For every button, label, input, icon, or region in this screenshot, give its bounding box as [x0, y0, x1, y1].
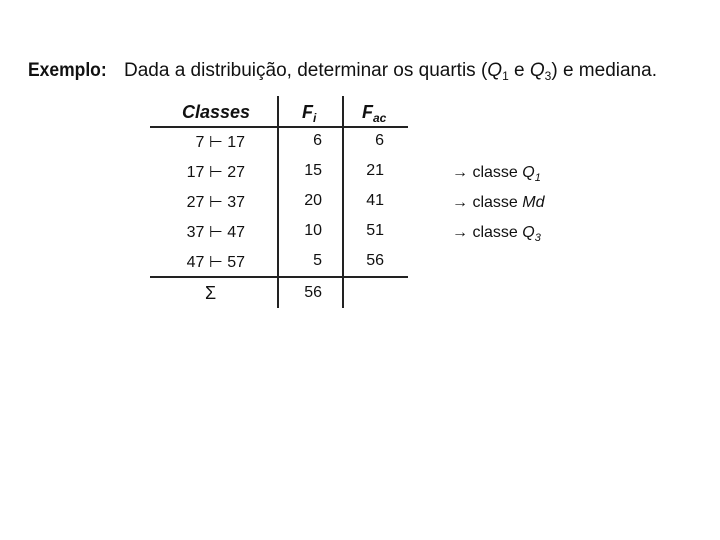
- header-fi-var: F: [302, 102, 313, 122]
- table-row-2-fac: 21: [366, 162, 384, 179]
- table-row-1-fac: 6: [375, 132, 384, 149]
- table-row-2-fi: 15: [304, 162, 322, 179]
- note-md: [452, 194, 545, 212]
- header-fac-var: F: [362, 102, 373, 122]
- table-row-1-fi: 6: [313, 132, 322, 149]
- note-q1-sub: 1: [534, 172, 541, 184]
- table-divider-fi: [342, 96, 344, 308]
- statement-text-after: ) e mediana.: [551, 60, 657, 81]
- statement-conjunction: e: [508, 60, 530, 81]
- table-row-2-classe: 17 ⊢ 27: [186, 164, 245, 181]
- table-row-4-classe: 37 ⊢ 47: [186, 224, 245, 241]
- table-row-3-fi: 20: [304, 192, 322, 209]
- q1-symbol: Q: [487, 60, 503, 81]
- header-fi: [302, 102, 316, 125]
- note-q3-var: Q: [522, 224, 535, 241]
- table-header-rule: [150, 126, 408, 128]
- table-row-5-fi: 5: [313, 252, 322, 269]
- statement-text-before: Dada a distribuição, determinar os quartis (: [124, 60, 488, 81]
- note-md-arrow: →: [452, 194, 468, 211]
- note-md-text: classe: [472, 194, 518, 211]
- table-row-4-fi: 10: [304, 222, 322, 239]
- note-q1-var: Q: [522, 164, 535, 181]
- header-fac-sub: ac: [373, 111, 387, 125]
- q1-subscript: 1: [502, 69, 509, 83]
- note-md-var: Md: [522, 194, 545, 211]
- header-fi-sub: i: [313, 111, 317, 125]
- note-q3-sub: 3: [534, 232, 541, 244]
- header-fac: [362, 102, 386, 125]
- note-q3: [452, 224, 541, 244]
- table-row-3-classe: 27 ⊢ 37: [186, 194, 245, 211]
- table-row-4-fac: 51: [366, 222, 384, 239]
- header-classes: Classes: [182, 102, 251, 122]
- table-total-rule: [150, 276, 408, 278]
- table-row-5-classe: 47 ⊢ 57: [186, 254, 245, 271]
- q3-symbol: Q: [529, 60, 545, 81]
- table-divider-classes: [277, 96, 279, 308]
- note-q1-text: classe: [472, 164, 518, 181]
- example-label: Exemplo:: [28, 60, 107, 81]
- note-q3-text: classe: [472, 224, 518, 241]
- total-fi: 56: [304, 284, 322, 301]
- note-q1-arrow: →: [452, 164, 468, 181]
- note-q1: [452, 164, 541, 184]
- total-sigma: Σ: [205, 283, 217, 303]
- table-row-5-fac: 56: [366, 252, 384, 269]
- q3-subscript: 3: [544, 69, 552, 83]
- problem-statement: [124, 60, 657, 83]
- table-row-1-classe: 7 ⊢ 17: [195, 134, 245, 151]
- note-q3-arrow: →: [452, 224, 468, 241]
- table-row-3-fac: 41: [366, 192, 384, 209]
